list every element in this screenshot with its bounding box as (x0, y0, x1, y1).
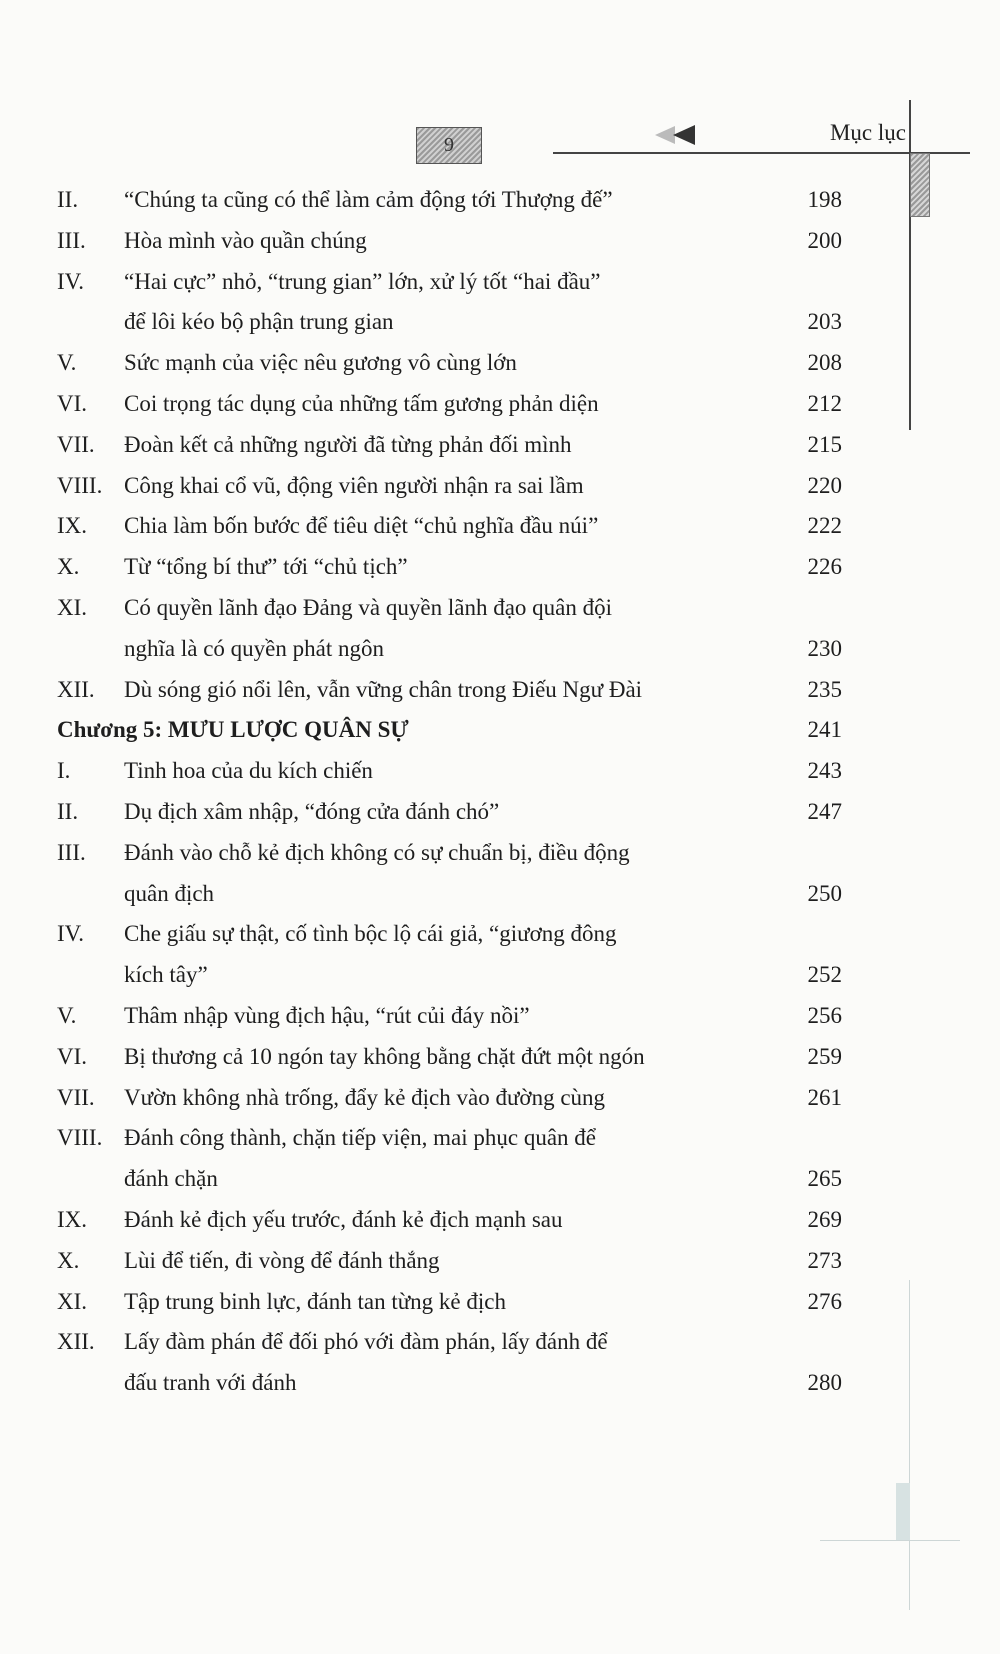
entry-numeral: VIII. (57, 1125, 103, 1151)
entry-title: nghĩa là có quyền phát ngôn (124, 635, 384, 661)
entry-numeral: IX. (57, 513, 88, 539)
entry-page: 261 (807, 1084, 842, 1110)
entry-title: Đánh vào chỗ kẻ địch không có sự chuẩn bị, điều động (124, 839, 630, 865)
entry-numeral: I. (57, 758, 71, 784)
entry-page: 265 (807, 1166, 842, 1192)
entry-numeral: V. (57, 350, 77, 376)
entry-page: 241 (807, 717, 842, 743)
entry-title: kích tây” (124, 962, 208, 988)
toc-entry (0, 914, 1000, 955)
entry-title: quân địch (124, 880, 215, 906)
entry-title: Chia làm bốn bước để tiêu diệt “chủ nghĩa đầu núi” (124, 513, 599, 539)
entry-title: Bị thương cả 10 ngón tay không bằng chặt đứt một ngón (124, 1043, 645, 1069)
entry-numeral: V. (57, 1002, 77, 1028)
entry-page: 215 (807, 431, 842, 457)
entry-title: Tinh hoa của du kích chiến (124, 758, 373, 784)
entry-numeral: IV. (57, 268, 85, 294)
entry-title: Vườn không nhà trống, đẩy kẻ địch vào đường cùng (124, 1084, 606, 1110)
table-of-contents (0, 180, 1000, 1404)
toc-entry (0, 670, 1000, 711)
toc-entry (0, 506, 1000, 547)
entry-page: 243 (807, 758, 842, 784)
toc-entry (0, 1118, 1000, 1159)
toc-entry (0, 751, 1000, 792)
entry-page: 220 (807, 472, 842, 498)
entry-page: 269 (807, 1206, 842, 1232)
toc-entry (0, 792, 1000, 833)
entry-page: 222 (807, 513, 842, 539)
entry-numeral: VIII. (57, 472, 103, 498)
toc-entry (0, 996, 1000, 1037)
entry-numeral: XI. (57, 1288, 88, 1314)
toc-entry (0, 384, 1000, 425)
toc-entry (0, 180, 1000, 221)
entry-numeral: III. (57, 839, 86, 865)
entry-numeral: X. (57, 1247, 80, 1273)
entry-title: “Chúng ta cũng có thể làm cảm động tới Thượng đế” (124, 187, 613, 212)
bleed-through-tab (896, 1483, 910, 1540)
entry-numeral: II. (57, 798, 79, 824)
toc-entry (0, 1322, 1000, 1363)
entry-page: 226 (807, 554, 842, 580)
toc-entry (0, 1241, 1000, 1282)
entry-title: Che giấu sự thật, cố tình bộc lộ cái giả, “giương đông (124, 921, 617, 947)
entry-page: 256 (807, 1002, 842, 1028)
toc-entry (0, 302, 1000, 343)
toc-entry (0, 1078, 1000, 1119)
entry-page: 259 (807, 1043, 842, 1069)
toc-entry (0, 588, 1000, 629)
toc-entry (0, 955, 1000, 996)
entry-numeral: VII. (57, 431, 95, 457)
entry-page: 252 (807, 962, 842, 988)
entry-title: “Hai cực” nhỏ, “trung gian” lớn, xử lý tốt “hai đầu” (124, 268, 601, 294)
chapter-heading (0, 710, 1000, 751)
entry-title: Coi trọng tác dụng của những tấm gương phản diện (124, 390, 599, 416)
toc-entry (0, 1282, 1000, 1323)
toc-entry (0, 833, 1000, 874)
entry-numeral: XII. (57, 676, 95, 702)
entry-page: 198 (807, 187, 842, 212)
entry-page: 200 (807, 227, 842, 253)
entry-title: Thâm nhập vùng địch hậu, “rút củi đáy nồi” (124, 1002, 530, 1028)
entry-title: Có quyền lãnh đạo Đảng và quyền lãnh đạo quân đội (124, 594, 612, 620)
back-arrows-icon (655, 124, 699, 146)
toc-entry (0, 425, 1000, 466)
running-head: Mục lục (829, 120, 906, 145)
entry-title: Dù sóng gió nổi lên, vẫn vững chân trong Điếu Ngư Đài (124, 676, 643, 702)
toc-entry (0, 629, 1000, 670)
entry-numeral: IX. (57, 1206, 88, 1232)
entry-title: Đánh công thành, chặn tiếp viện, mai phục quân để (124, 1125, 596, 1151)
page-number-box: 9 (416, 127, 482, 164)
entry-page: 250 (807, 880, 842, 906)
header-rule (553, 152, 970, 154)
toc-entry (0, 1159, 1000, 1200)
entry-title: Lấy đàm phán để đối phó với đàm phán, lấy đánh để (124, 1329, 608, 1355)
entry-page: 276 (807, 1288, 842, 1314)
entry-numeral: XI. (57, 594, 88, 620)
entry-title: Công khai cổ vũ, động viên người nhận ra sai lầm (124, 472, 584, 498)
entry-page: 280 (807, 1370, 842, 1396)
entry-title: Chương 5: MƯU LƯỢC QUÂN SỰ (57, 717, 409, 743)
entry-numeral: II. (57, 187, 79, 212)
entry-page: 212 (807, 390, 842, 416)
entry-numeral: VII. (57, 1084, 95, 1110)
entry-page: 230 (807, 635, 842, 661)
bleed-through-rule-h (820, 1540, 960, 1541)
entry-page: 208 (807, 350, 842, 376)
entry-title: đấu tranh với đánh (124, 1370, 297, 1396)
entry-numeral: VI. (57, 1043, 88, 1069)
entry-title: đánh chặn (124, 1166, 218, 1192)
entry-title: Hòa mình vào quần chúng (124, 227, 367, 253)
entry-numeral: X. (57, 554, 80, 580)
entry-numeral: IV. (57, 921, 85, 947)
entry-title: Từ “tổng bí thư” tới “chủ tịch” (124, 554, 408, 580)
toc-entry (0, 1200, 1000, 1241)
toc-entry (0, 343, 1000, 384)
toc-entry (0, 547, 1000, 588)
entry-title: Đánh kẻ địch yếu trước, đánh kẻ địch mạnh sau (124, 1206, 563, 1232)
entry-numeral: VI. (57, 390, 88, 416)
entry-page: 203 (807, 309, 842, 335)
toc-entry (0, 262, 1000, 303)
entry-title: Sức mạnh của việc nêu gương vô cùng lớn (124, 350, 517, 376)
toc-entry (0, 221, 1000, 262)
entry-title: Dụ địch xâm nhập, “đóng cửa đánh chó” (124, 798, 500, 824)
toc-entry (0, 1037, 1000, 1078)
toc-entry (0, 466, 1000, 507)
entry-title: Đoàn kết cả những người đã từng phản đối mình (124, 431, 572, 457)
entry-numeral: III. (57, 227, 86, 253)
entry-title: để lôi kéo bộ phận trung gian (124, 309, 394, 335)
entry-title: Lùi để tiến, đi vòng để đánh thắng (124, 1247, 440, 1273)
entry-title: Tập trung binh lực, đánh tan từng kẻ địch (124, 1288, 506, 1314)
entry-numeral: XII. (57, 1329, 95, 1355)
toc-entry (0, 874, 1000, 915)
entry-page: 235 (807, 676, 842, 702)
toc-entry (0, 1363, 1000, 1404)
entry-page: 247 (807, 798, 842, 824)
entry-page: 273 (807, 1247, 842, 1273)
